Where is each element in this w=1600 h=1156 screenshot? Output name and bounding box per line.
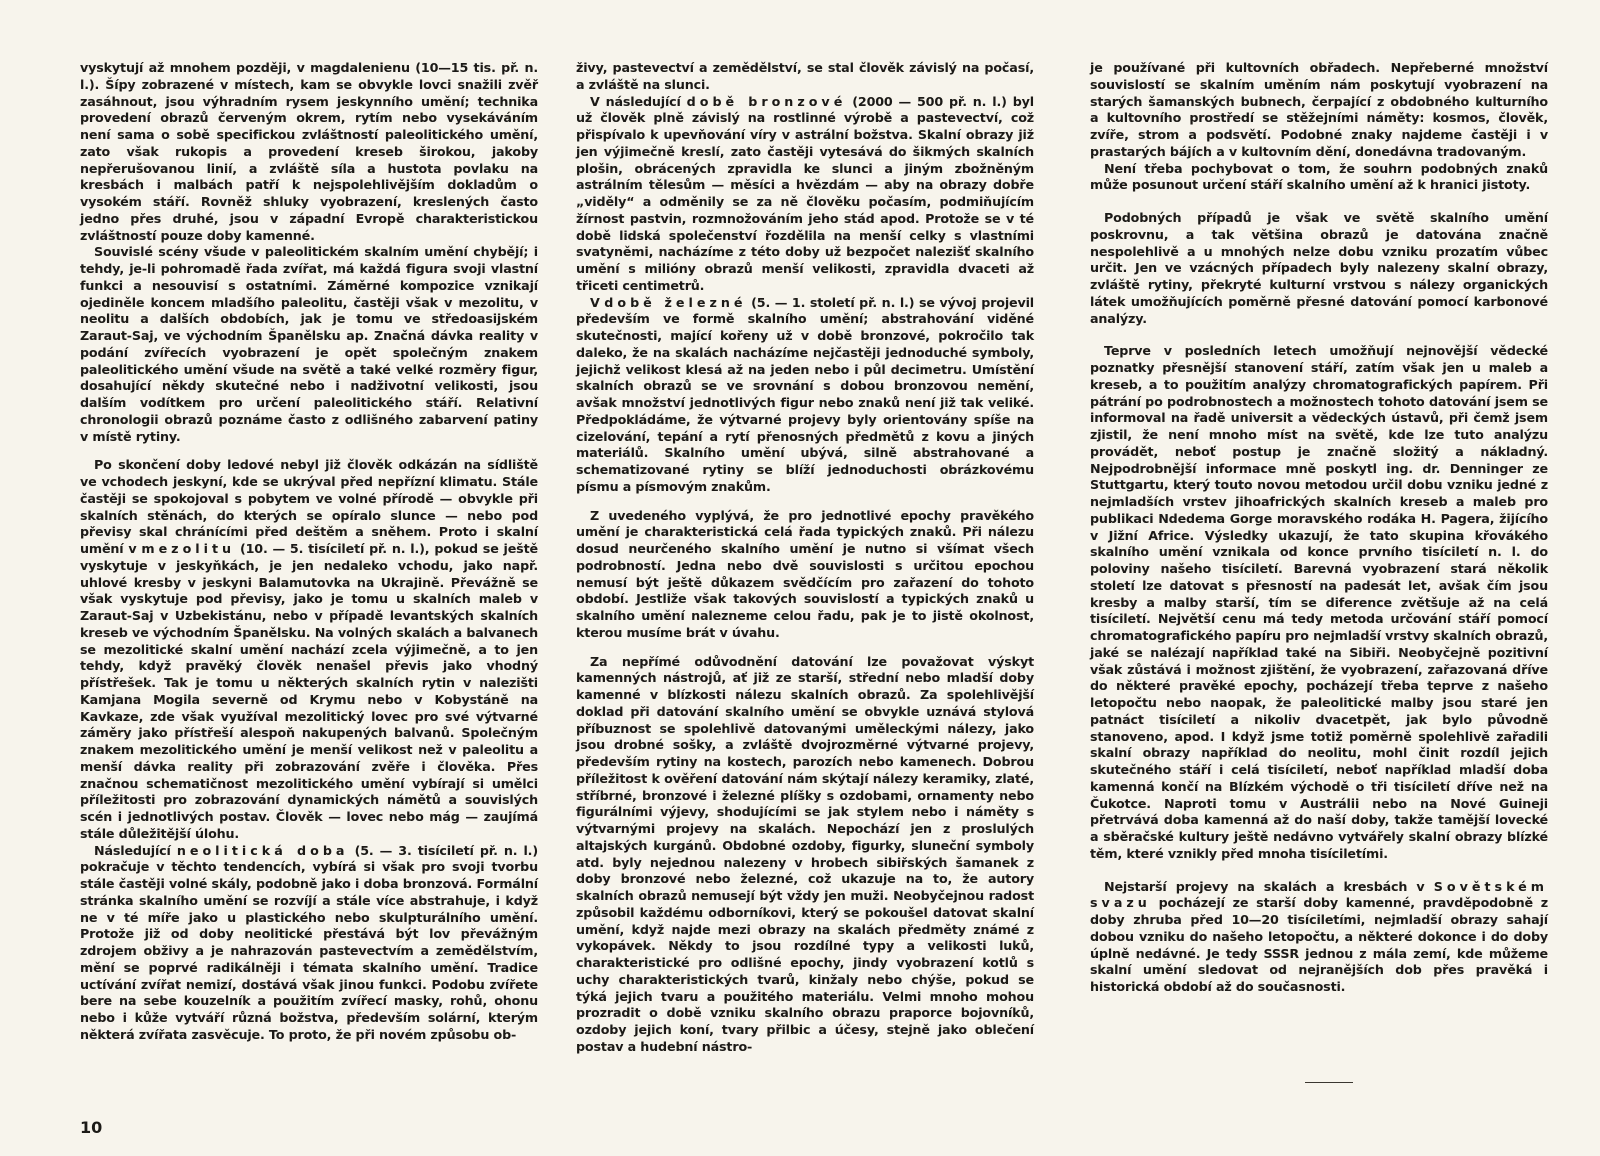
paragraph-text: Nejstarší projevy na skalách a kresbách v: [1104, 878, 1425, 894]
paragraph: [80, 457, 538, 842]
page-number: 10: [80, 1118, 103, 1137]
emphasized-term: době bronzové: [686, 93, 847, 109]
paragraph: [576, 295, 1034, 496]
emphasized-term: neolitická doba: [176, 842, 349, 858]
paragraph-text: (5. — 3. tisíciletí př. n. l.) pokračuje v těchto tendencích, vybírá si však pro svoji tvorbu stále častěji volné skály, podobně jako i doba bronzová. Formální stránka skalního umění se rozvíjí a stále více abstrahuje, i když ne v té míře jako u plastického nebo skulpturálního umění. Protože již od doby neolitické přestává být lov převážným zdrojem obživy a je nahrazován pastevectvím a zemědělstvím, mění se poprvé radikálněji i témata skalního umění. Tradice uctívání zvířat nemizí, dostává však jinou funkci. Podobu zvířete bere na sebe kouzelník a použitím zvířecí masky, rohů, ohonu nebo i kůže vytváří různá božstva, především solární, kterým některá zvířata zasvěcuje. To proto, že při novém způsobu ob-: [80, 842, 538, 1042]
paragraph: [80, 843, 538, 1044]
paragraph: Podobných případů je však ve světě skalního umění poskrovnu, a tak většina obrazů je datována značně nespolehlivě a u mnohých nelze dobu vzniku prozatím vůbec určit. Jen ve vzácných případech byly nalezeny skalní obrazy, zvláště rytiny, překryté kulturní vrstvou s nálezy organických látek umožňujících poměrně přesné datování pomocí karbonové analýzy.: [1090, 210, 1548, 326]
emphasized-term: mezolitu: [141, 541, 236, 556]
paragraph-text: (2000 — 500 př. n. l.) byl už člověk plně závislý na rostlinné výrobě a pastevectví, což přispívalo k upevňování víry v astrální božstva. Skalní obrazy již jen výjimečně kreslí, zato častěji vytesává do šikmých skalních plošin, obrácených zpravidla ke slunci a jiným zbožněným astrálním tělesům — měsíci a hvězdám — aby na obrazy dobře „viděly“ a odměnily se za ně člověku počasím, podmiňujícím žírnost pastvin, rozmnožováním jeho stád apod. Protože se v té době lidská společenství řozdělila na menší celky s vlastními svatyněmi, nacházíme z této doby už bezpočet nalezišť skalního umění s milióny obrazů menší velikosti, zpravidla dvaceti až třiceti centimetrů.: [576, 93, 1034, 293]
paragraph-text: pocházejí ze starší doby kamenné, pravděpodobně z doby zhruba před 10—20 tisíciletími, nejmladší obrazy sahají dobou vzniku do našeho letopočtu, a některé dokonce i do doby úplně nedávné. Je tedy SSSR jednou z mála zemí, kde můžeme skalní umění sledovat od nejranějších dob přes pravěká i historická období až do současnosti.: [1090, 895, 1548, 994]
end-rule: [1305, 1082, 1353, 1083]
paragraph: Není třeba pochybovat o tom, že souhrn podobných znaků může posunout určení stáří skalního umění až k hranici jistoty.: [1090, 160, 1548, 193]
paragraph: [576, 94, 1034, 295]
paragraph-text: V: [590, 294, 600, 310]
paragraph: Teprve v posledních letech umožňují nejnovější vědecké poznatky přesnější stanovení stáří, zatím však jen u maleb a kreseb, a to použitím analýzy chromatografických papírem. Při pátrání po podrobnostech a možnostech tohoto datování jsem se informoval na řadě universit a vědeckých ústavů, při čemž jsem zjistil, že není mnoho míst na světě, kde lze tuto analýzu provádět, neboť postup je značně složitý a nákladný. Nejpodrobnější informace mně poskytl ing. dr. Denninger ze Stuttgartu, který touto novou metodou určil dobu vzniku jedné z nejmladších vrstev jihoafrických skalních kreseb a maleb pro publikaci Ndedema Gorge moravského rodáka H. Pagera, žijícího v Jižní Africe. Výsledky ukazují, že tato skupina křovákého skalního umění vznikala od konce prvního tisíciletí n. l. do poloviny našeho tisíciletí. Barevná vyobrazení stará několik století lze datovat s přesností na padesát let, avšak čím jsou kresby a malby starší, tím se diference zvětšuje až na celá tisíciletí. Největší cenu má tedy metoda určování stáří pomocí chromatografického papíru pro nejmladší vrstvy skalních obrazů, jaké se nalézají například také na Sibiři. Neobyčejně pozitivní však zůstává i možnost zjištění, že vyobrazení, zařazovaná dříve do některé pravěké epochy, pocházejí třeba teprve z našeho letopočtu nebo naopak, že paleolitické malby jsou staré jen patnáct tisíciletí a nikoliv dvacetpět, jak bylo původně stanoveno, apod. I když jsme totiž poměrně spolehlivě zařadili skalní obrazy například do neolitu, mohl činit rozdíl jejich skutečného stáří i celá tisíciletí, neboť například mladší doba kamenná končí na Blízkém východě o tři tisíciletí dříve než na Čukotce. Naproti tomu v Austrálii nebo na Nové Guineji přetrvává doba kamenná až do naší doby, takže tamější lovecké a sběračské kultury ještě nedávno vytvářely skalní obrazy blízké těm, které vznikly před mnoha tisíciletími.: [1090, 343, 1548, 861]
text-column-middle: [576, 60, 1034, 1056]
paragraph: živy, pastevectví a zemědělství, se stal člověk závislý na počasí, a zvláště na slunci.: [576, 60, 1034, 92]
emphasized-term: Sovětském svazu: [1090, 878, 1548, 911]
text-column-right: [1090, 60, 1548, 996]
paragraph: Za nepřímé odůvodnění datování lze považovat výskyt kamenných nástrojů, ať již ze starší, střední nebo mladší doby kamenné v blízkosti nálezu skalních obrazů. Za spolehlivější doklad při datování skalního umění se obvykle uznává stylová příbuznost se spolehlivě datovanými uměleckými nálezy, jako jsou drobné sošky, a zvláště dvojrozměrné výtvarné projevy, především rytiny na kostech, parozích nebo kamenech. Dobrou příležitost k ověření datování nám skýtají nálezy keramiky, zlaté, stříbrné, bronzové i železné plíšky s ozdobami, ornamenty nebo figurálními výjevy, shodujícími se jak stylem nebo i náměty s výtvarnými projevy na skalách. Nepochází jen z proslulých altajských kurgánů. Obdobné ozdoby, figurky, sluneční symboly atd. byly nejednou nalezeny v hrobech sibiřských šamanek z doby bronzové nebo železné, což ukazuje na to, že autory skalních obrazů nemusejí být vždy jen muži. Neobyčejnou radost způsobil každému odborníkovi, který se pokoušel datovat skalní umění, když najde mezi obrazy na skalách předměty známé z vykopávek. Někdy to jsou rozdílné typy a velikosti luků, charakteristické pro odlišné epochy, jindy vyobrazení kotlů s uchy charakteristických tvarů, kinžaly nebo chýše, pokud se týká jejich tvaru a použitého materiálu. Velmi mnoho mohou prozradit o době vzniku skalního obrazu praporce bojovníků, ozdoby jejich koní, tvary přilbic a účesy, stejně jako oblečení postav a hudební nástro-: [576, 653, 1034, 1054]
paragraph: vyskytují až mnohem později, v magdalenienu (10—15 tis. př. n. l.). Šípy zobrazené v místech, kam se obvykle lovci snažili zvěř zasáhnout, jsou výhradním rysem jeskynního umění; technika provedení obrazů červeným okrem, rytím nebo vysekáváním není sama o sobě specifickou zvláštností paleolitického umění, zato však rukopis a provedení kreseb širokou, jakoby nepřerušovanou linií, a zvláště síla a hustota povlaku na kresbách i malbách patří k nejspolehlivějším dokladům o vysokém stáří. Rovněž shluky vyobrazení, kreslených často jedno přes druhé, jsou v západní Evropě charakteristickou zvláštností pouze doby kamenné.: [80, 60, 538, 243]
emphasized-term: době železné: [604, 294, 747, 310]
paragraph-text: (5. — 1. století př. n. l.) se vývoj projevil především ve formě skalního umění; abstrahování viděné skutečnosti, mající kořeny už v době bronzové, pokročilo tak daleko, že na skalách nacházíme nejčastěji jednoduché symboly, jejichž velikost klesá až na jeden nebo i půl decimetru. Umístění skalních obrazů se ve srovnání s dobou bronzovou nemění, avšak množství jednotlivých figur nebo znaků není již tak veliké. Předpokládáme, že výtvarné projevy byly orientovány spíše na cizelování, tepání a rytí přenosných předmětů z kovu a jiných materiálů. Skalního umění ubývá, silně abstrahované a schematizované rytiny se blíží jednoduchosti obrázkovému písmu a písmovým znakům.: [576, 294, 1034, 494]
paragraph: Z uvedeného vyplývá, že pro jednotlivé epochy pravěkého umění je charakteristická celá řada typických znaků. Při nálezu dosud neurčeného skalního umění je nutno si všímat všech podrobností. Jedna nebo dvě souvislosti s určitou epochou nemusí být ještě důkazem svědčícím pro zařazení do tohoto období. Jestliže však takových souvislostí a typických znaků u skalního umění nalezneme celou řadu, pak je to jistě okolnost, kterou musíme brát v úvahu.: [576, 507, 1034, 640]
paragraph-text: (10. — 5. tisíciletí př. n. l.), pokud se ještě vyskytuje v jeskyňkách, je jen nedaleko vchodu, jako např. uhlové kresby v jeskyni Balamutovka na Ukrajině. Převážně se však vyskytuje pod převisy, jako je tomu u skalních maleb v Zaraut-Saj v Uzbekistánu, nebo v případě levantských skalních kreseb ve východním Španělsku. Na volných skalách a balvanech se mezolitické skalní umění nachází zcela výjimečně, a to jen tehdy, když pravěký člověk nenašel převis jako vhodný přístřešek. Tak je tomu u některých skalních rytin v nalezišti Kamjana Mogila severně od Krymu nebo v Kobystáně na Kavkaze, zde však využíval mezolitický lovec pro své výtvarné záměry jako přístřeší alespoň nakupených balvanů. Společným znakem mezolitického umění je menší velikost než v paleolitu a menší dávka reality při zobrazování zvěře i člověka. Přes značnou schematičnost mezolitického umění vybírají si umělci příležitosti pro zobrazování dynamických námětů a souvislých scén i jednotlivých postav. Člověk — lovec nebo mág — zaujímá stále důležitější úlohu.: [80, 541, 538, 841]
text-column-left: [80, 60, 538, 1044]
paragraph-text: V následující: [590, 93, 681, 109]
paragraph: [1090, 879, 1548, 996]
paragraph-text: Po skončení doby ledové nebyl již člověk odkázán na sídliště ve vchodech jeskyní, kde se ukrýval před nepřízní klimatu. Stále častěji se spokojoval s pobytem ve volné přírodě — obvykle při skalních stěnách, do kterých se opíralo slunce — nebo pod převisy skal chránícími před deštěm a sněhem. Proto i skalní umění v: [80, 457, 538, 556]
paragraph-text: Následující: [94, 842, 171, 858]
paragraph: je používané při kultovních obřadech. Nepřeberné množství souvislostí se skalním uměním nám poskytují vyobrazení na starých šamanských bubnech, čerpající z obdobného kulturního a kultovního prostředí se stěžejními náměty: kosmos, člověk, zvíře, strom a podsvětí. Podobné znaky najdeme častěji i v prastarých bájích a v kultovním dění, donedávna tradovaným.: [1090, 60, 1548, 159]
paragraph: Souvislé scény všude v paleolitickém skalním umění chybějí; i tehdy, je-li pohromadě řada zvířat, má každá figura svoji vlastní funkci a nesouvisí s ostatními. Záměrné kompozice vznikají ojediněle koncem mladšího paleolitu, častěji však v mezolitu, v neolitu a dalších obdobích, jak je tomu ve středoasijském Zaraut-Saj, ve východním Španělsku ap. Značná dávka reality v podání zvířecích vyobrazení je opět společným znakem paleolitického umění všude na světě a také velké rozměry figur, dosahující někdy skutečné nebo i nadživotní velikosti, jsou dalším vodítkem pro určení paleolitického stáří. Relativní chronologii obrazů poznáme často z odlišného zabarvení patiny v místě rytiny.: [80, 244, 538, 444]
